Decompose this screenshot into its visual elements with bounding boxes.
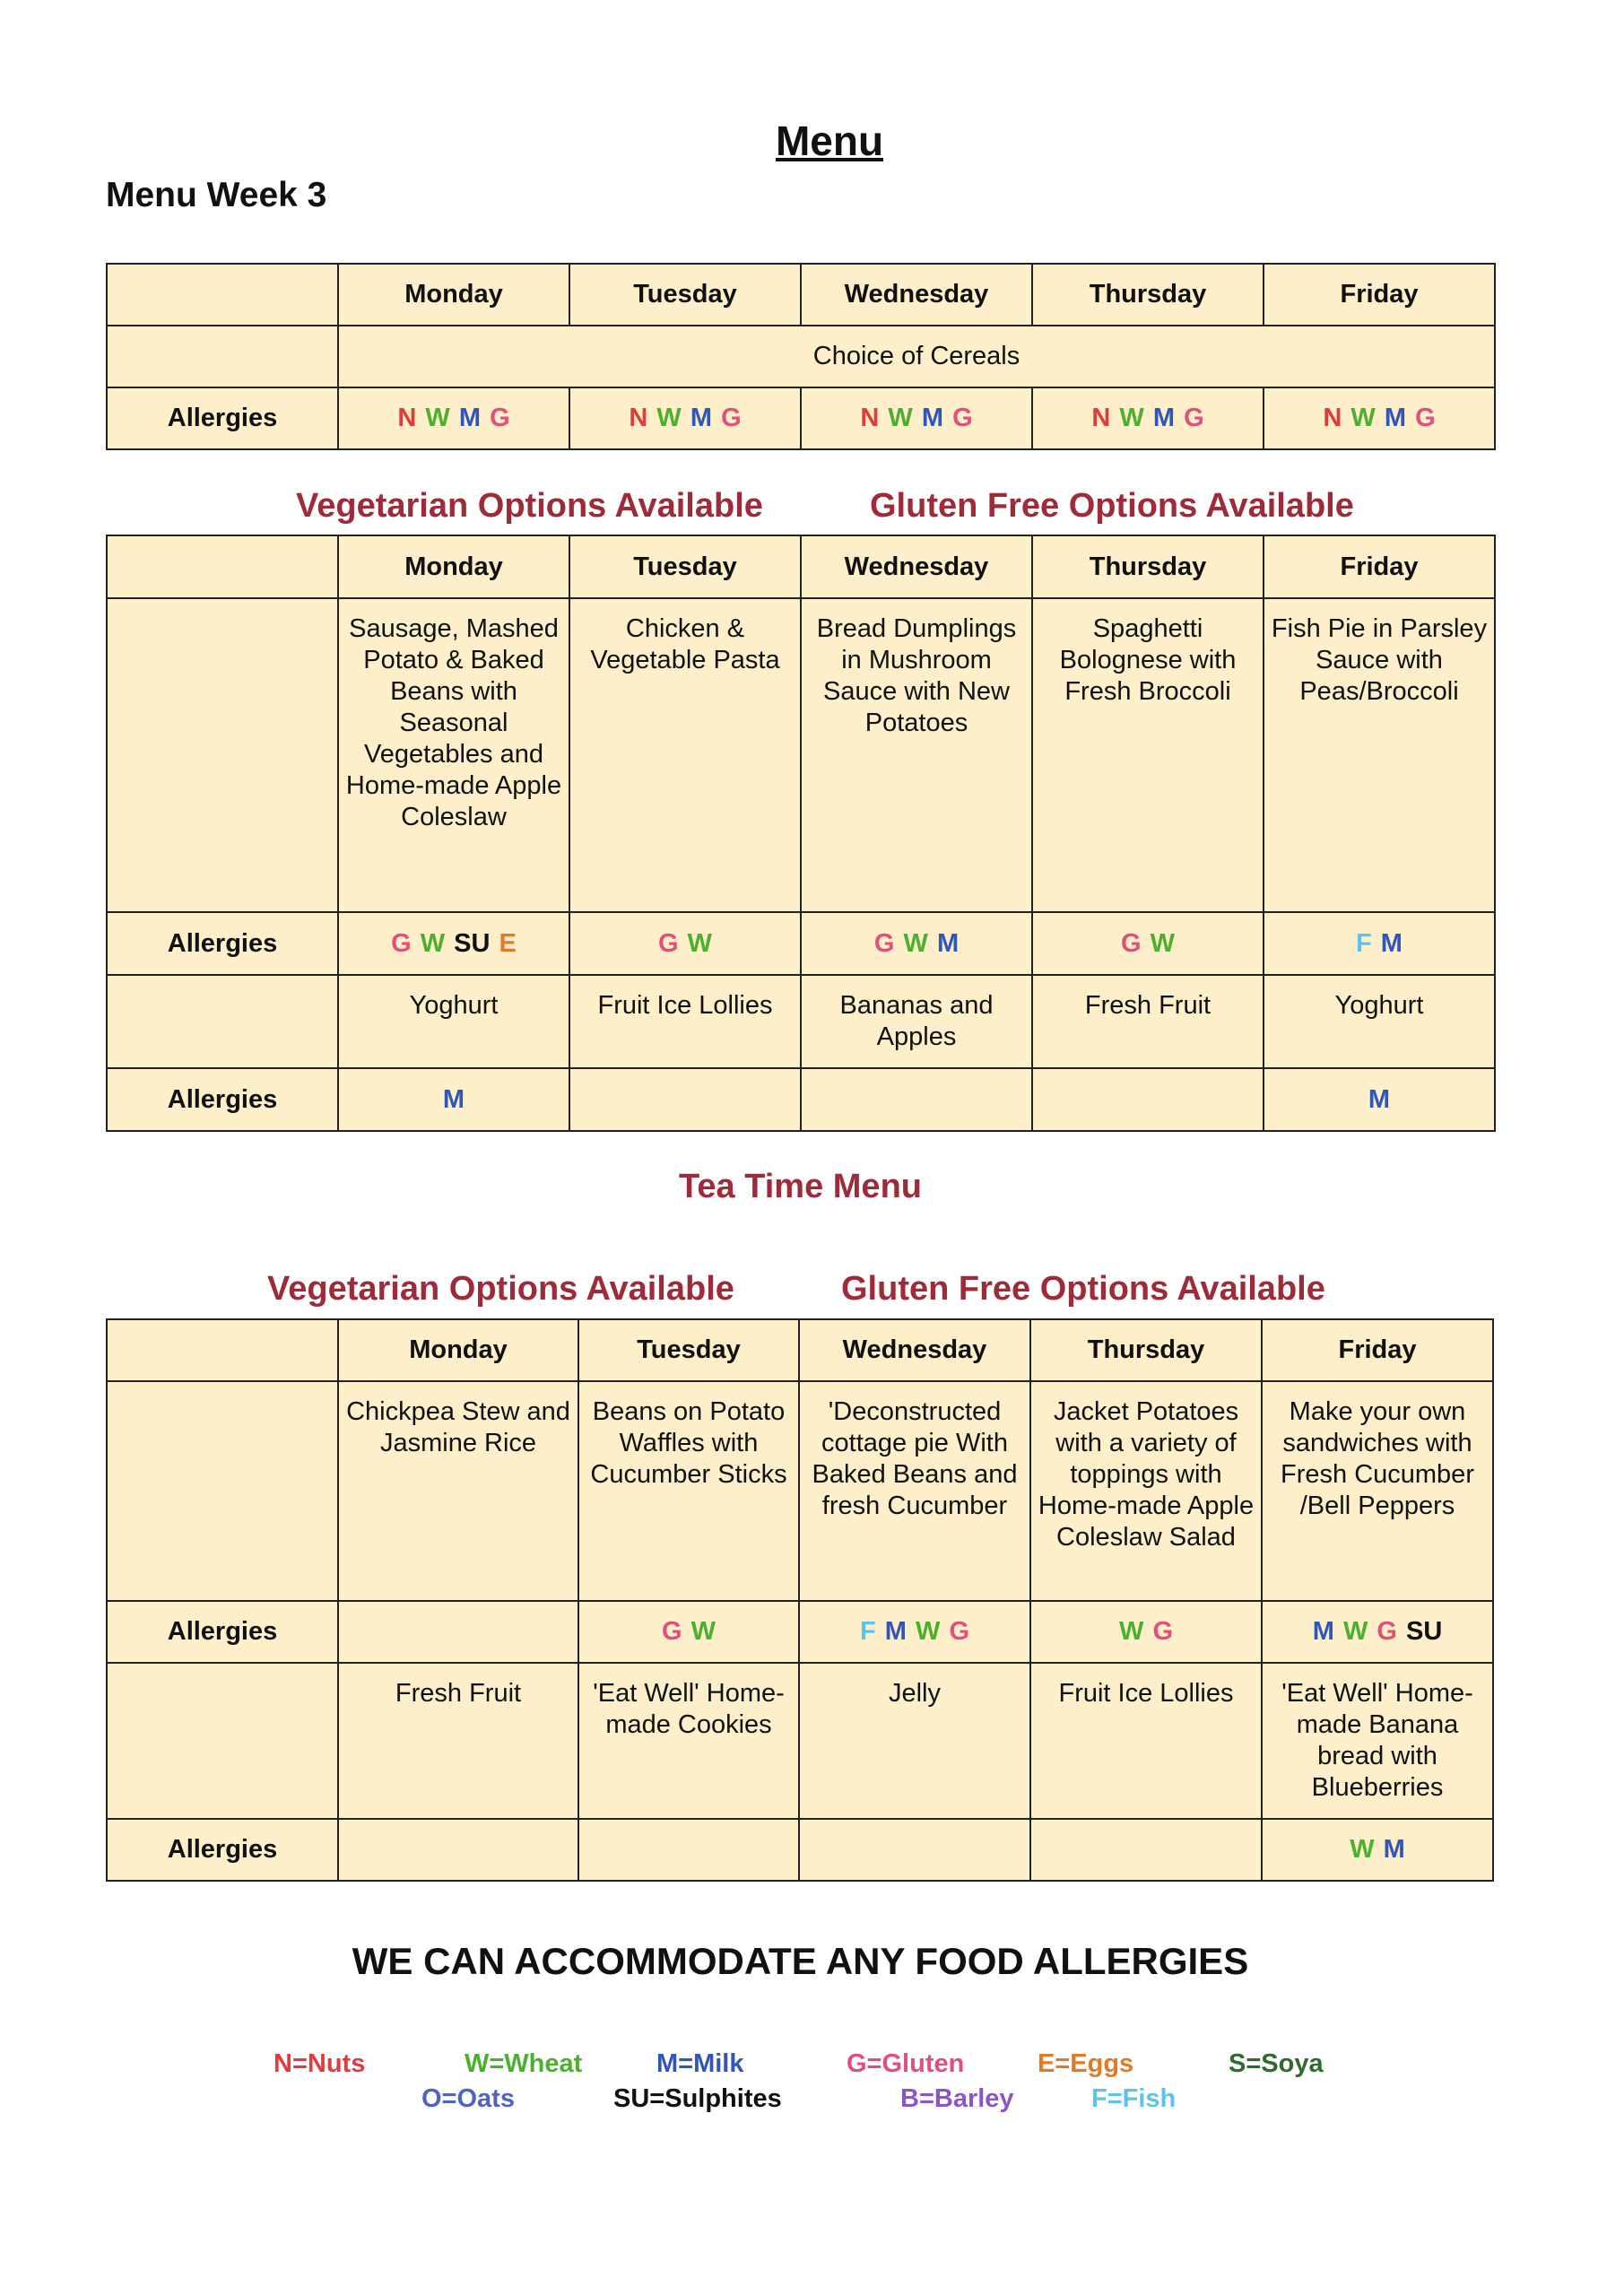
week-title: Menu Week 3 [106,176,327,214]
allergy-code: G [1152,1617,1173,1646]
row-label-cell [107,975,338,1068]
allergy-codes [578,1819,799,1881]
legend-item-fish: F=Fish [1091,2084,1177,2113]
allergy-codes [1264,387,1495,449]
tea-mains-row [107,1381,1493,1601]
main-dish: Make your own sandwiches with Fresh Cucumber /Bell Peppers [1262,1381,1493,1601]
allergy-code: G [662,1617,682,1646]
tea-veg-heading: Vegetarian Options Available [267,1270,734,1308]
main-dish: 'Deconstructed cottage pie With Baked Beans and fresh Cucumber [799,1381,1030,1601]
day-header: Thursday [1032,264,1264,326]
allergy-code: W [420,928,446,958]
allergy-code: W [425,404,450,432]
allergy-codes [569,387,801,449]
allergy-codes [799,1601,1030,1663]
cereal-choice: Choice of Cereals [338,326,1495,387]
page-title: Menu [775,117,884,164]
allergy-code: N [860,404,880,432]
day-header: Wednesday [799,1319,1030,1381]
tea-header-row [107,1319,1493,1381]
allergy-code: W [1350,1835,1375,1864]
allergy-code: W [1342,1617,1368,1646]
day-header: Friday [1262,1319,1493,1381]
lunch-desserts-allergies-row [107,1068,1495,1131]
dessert: Fresh Fruit [338,1663,578,1819]
lunch-gf-heading: Gluten Free Options Available [870,487,1354,525]
day-header: Tuesday [569,535,801,598]
dessert: 'Eat Well' Home-made Cookies [578,1663,799,1819]
allergy-codes [569,1068,801,1131]
allergy-code: M [1380,928,1403,958]
day-header: Monday [338,264,569,326]
tea-table [106,1318,1494,1882]
allergy-codes [801,387,1032,449]
allergy-code: M [458,404,481,432]
tea-time-title: Tea Time Menu [679,1168,922,1205]
allergy-code: F [1356,928,1372,958]
allergy-codes [1032,1068,1264,1131]
day-header: Thursday [1032,535,1264,598]
lunch-header-row [107,535,1495,598]
allergy-code: SU [1406,1617,1443,1646]
allergy-codes [799,1819,1030,1881]
dessert: Yoghurt [338,975,569,1068]
allergy-codes [1262,1601,1493,1663]
allergy-codes [801,1068,1032,1131]
corner-cell [107,264,338,326]
day-header: Monday [338,535,569,598]
allergy-codes [1032,387,1264,449]
allergy-codes [1262,1819,1493,1881]
row-label-cell [107,1663,338,1819]
legend-item-eggs: E=Eggs [1038,2049,1134,2078]
main-dish: Sausage, Mashed Potato & Baked Beans with Seasonal Vegetables and Home-made Apple Coleslaw [338,598,569,912]
day-header: Friday [1264,535,1495,598]
allergy-code: G [1121,928,1142,958]
dessert: Fresh Fruit [1032,975,1264,1068]
tea-desserts-allergies-row [107,1819,1493,1881]
allergy-code: G [1184,404,1204,432]
lunch-veg-heading: Vegetarian Options Available [296,487,763,525]
day-header: Wednesday [801,535,1032,598]
main-dish: Spaghetti Bolognese with Fresh Broccoli [1032,598,1264,912]
allergy-codes [338,912,569,975]
allergy-codes [578,1601,799,1663]
allergy-code: N [1091,404,1111,432]
allergy-code: G [721,404,742,432]
allergy-codes [338,387,569,449]
corner-cell [107,535,338,598]
allergy-codes [338,1819,578,1881]
allergy-code: N [629,404,648,432]
day-header: Monday [338,1319,578,1381]
allergy-code: G [391,928,412,958]
allergy-code: W [888,404,913,432]
allergy-code: M [1312,1617,1334,1646]
tea-mains-allergies-row [107,1601,1493,1663]
allergies-label: Allergies [107,1601,338,1663]
allergies-label: Allergies [107,1068,338,1131]
allergy-codes [569,912,801,975]
legend-item-nuts: N=Nuts [274,2049,366,2078]
allergies-label: Allergies [107,1819,338,1881]
allergy-code: M [936,928,960,958]
allergies-label: Allergies [107,387,338,449]
row-label-cell [107,326,338,387]
legend-item-soya: S=Soya [1229,2049,1324,2078]
allergy-banner: WE CAN ACCOMMODATE ANY FOOD ALLERGIES [352,1940,1249,1982]
allergy-code: W [1350,404,1376,432]
main-dish: Fish Pie in Parsley Sauce with Peas/Broccoli [1264,598,1495,912]
allergies-label: Allergies [107,912,338,975]
allergy-code: N [1323,404,1342,432]
breakfast-table [106,263,1496,450]
lunch-mains-row [107,598,1495,912]
breakfast-allergies-row [107,387,1495,449]
allergy-code: M [921,404,943,432]
allergy-code: M [884,1617,907,1646]
day-header: Wednesday [801,264,1032,326]
tea-gf-heading: Gluten Free Options Available [841,1270,1325,1308]
legend-item-barley: B=Barley [900,2084,1014,2113]
legend-item-sulphites: SU=Sulphites [613,2084,782,2113]
allergy-code: M [1368,1084,1391,1114]
main-dish: Bread Dumplings in Mushroom Sauce with New Potatoes [801,598,1032,912]
row-label-cell [107,1381,338,1601]
day-header: Tuesday [569,264,801,326]
allergy-code: G [490,404,510,432]
allergy-code: F [859,1617,876,1646]
main-dish: Beans on Potato Waffles with Cucumber Sticks [578,1381,799,1601]
allergy-code: G [1376,1617,1397,1646]
allergy-code: G [1415,404,1436,432]
breakfast-header-row [107,264,1495,326]
allergy-code: W [690,1617,716,1646]
allergy-codes [1264,912,1495,975]
legend-item-oats: O=Oats [421,2084,515,2113]
main-dish: Chicken & Vegetable Pasta [569,598,801,912]
allergy-code: W [903,928,928,958]
day-header: Friday [1264,264,1495,326]
breakfast-choice-row [107,326,1495,387]
row-label-cell [107,598,338,912]
allergy-code: W [916,1617,941,1646]
main-dish: Chickpea Stew and Jasmine Rice [338,1381,578,1601]
corner-cell [107,1319,338,1381]
allergy-codes [801,912,1032,975]
legend-item-gluten: G=Gluten [847,2049,965,2078]
lunch-desserts-row [107,975,1495,1068]
day-header: Thursday [1030,1319,1262,1381]
allergy-codes [1264,1068,1495,1131]
dessert: Yoghurt [1264,975,1495,1068]
legend-item-milk: M=Milk [656,2049,744,2078]
allergy-code: M [1384,404,1406,432]
allergy-code: N [397,404,417,432]
allergy-code: W [687,928,712,958]
allergy-codes [338,1068,569,1131]
dessert: Fruit Ice Lollies [1030,1663,1262,1819]
allergy-code: G [952,404,973,432]
dessert: Fruit Ice Lollies [569,975,801,1068]
legend-item-wheat: W=Wheat [465,2049,583,2078]
main-dish: Jacket Potatoes with a variety of toppings with Home-made Apple Coleslaw Salad [1030,1381,1262,1601]
allergy-code: M [442,1084,465,1114]
allergy-code: G [658,928,679,958]
allergy-code: M [1383,1835,1405,1864]
allergy-code: W [656,404,682,432]
day-header: Tuesday [578,1319,799,1381]
allergy-codes [1032,912,1264,975]
allergy-codes [1030,1819,1262,1881]
lunch-mains-allergies-row [107,912,1495,975]
allergy-code: W [1119,1617,1144,1646]
allergy-code: G [949,1617,969,1646]
dessert: 'Eat Well' Home-made Banana bread with Blueberries [1262,1663,1493,1819]
allergy-codes [338,1601,578,1663]
allergy-code: E [499,928,517,958]
allergy-code: M [1152,404,1175,432]
dessert: Bananas and Apples [801,975,1032,1068]
allergy-code: SU [454,928,491,958]
dessert: Jelly [799,1663,1030,1819]
allergy-code: G [873,928,895,958]
lunch-table [106,535,1496,1132]
allergy-code: W [1150,928,1175,958]
tea-desserts-row [107,1663,1493,1819]
allergy-code: W [1119,404,1144,432]
allergy-code: M [690,404,712,432]
allergy-codes [1030,1601,1262,1663]
